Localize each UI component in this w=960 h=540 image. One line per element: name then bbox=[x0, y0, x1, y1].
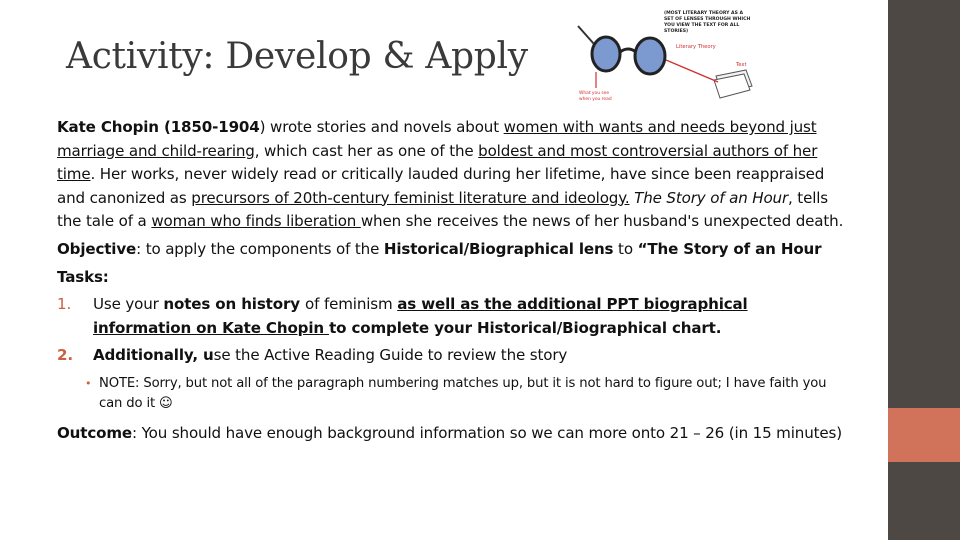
task-item bbox=[57, 293, 847, 340]
task-text: of feminism bbox=[305, 295, 398, 314]
tasks-label: Tasks: bbox=[57, 267, 109, 286]
figure-caption-line: STORIES) bbox=[664, 29, 689, 34]
figure-label-text: Text bbox=[736, 62, 747, 68]
task-text: notes on history bbox=[163, 295, 306, 314]
outcome-label: Outcome bbox=[57, 423, 133, 442]
outcome-paragraph bbox=[57, 422, 847, 446]
figure-caption-line: YOU VIEW THE TEXT FOR ALL bbox=[664, 23, 740, 28]
task-number: 1. bbox=[57, 295, 72, 314]
slide-title: Activity: Develop & Apply bbox=[66, 36, 528, 77]
figure-caption-line: SET OF LENSES THROUGH WHICH bbox=[664, 17, 751, 22]
task-item bbox=[57, 344, 847, 368]
objective-lens: Historical/Biographical lens bbox=[383, 239, 614, 258]
objective-text: : to apply the components of the bbox=[136, 239, 384, 258]
note-text: NOTE: Sorry, but not all of the paragraph numbering matches up, but it is not hard to figure out; I have faith you can do it bbox=[99, 375, 827, 411]
objective-paragraph bbox=[57, 238, 847, 262]
figure-label-eye2: when you read bbox=[579, 97, 612, 102]
intro-text: boldest and most controversial authors of her time bbox=[57, 141, 818, 184]
task-text: to complete your Historical/Biographical chart. bbox=[329, 318, 722, 337]
intro-text: women with wants and needs beyond just marriage and child-rearing bbox=[57, 118, 817, 160]
objective-story: “The Story of an Hour bbox=[637, 239, 822, 258]
intro-text: , tells the tale of a bbox=[57, 188, 829, 231]
figure-label-lens: Literary Theory bbox=[676, 44, 716, 50]
task-text: Additionally, u bbox=[93, 346, 214, 365]
intro-text: . Her works, never widely read or critically lauded during her lifetime, have since been reappraised and canonized as bbox=[57, 165, 825, 207]
intro-text: , which cast her as one of the bbox=[254, 141, 479, 160]
objective-label: Objective bbox=[57, 239, 137, 258]
outcome-text: : You should have enough background information so we can more onto 21 – 26 (in 15 minutes) bbox=[132, 423, 842, 442]
slide-body bbox=[57, 116, 847, 446]
sidebar-accent-block bbox=[888, 408, 960, 462]
task-number: 2. bbox=[57, 346, 73, 365]
intro-text: ) wrote stories and novels about bbox=[259, 118, 504, 136]
task-text: as well as the additional PPT biographical information on Kate Chopin bbox=[93, 295, 748, 337]
intro-text: precursors of 20th-century feminist literature and ideology. bbox=[191, 188, 630, 207]
intro-text: Kate Chopin (1850-1904 bbox=[57, 118, 260, 136]
note-bullet: • bbox=[85, 376, 92, 390]
intro-text: woman who finds liberation bbox=[151, 212, 361, 231]
literary-lens-figure bbox=[576, 4, 756, 106]
intro-text: when she receives the news of her husband's unexpected death. bbox=[360, 212, 844, 231]
intro-paragraph bbox=[57, 116, 847, 234]
smiley-icon: ☺ bbox=[159, 395, 173, 411]
task-text: se the Active Reading Guide to review the story bbox=[213, 346, 568, 365]
story-title: The Story of an Hour bbox=[634, 188, 789, 207]
task-text: Use your bbox=[93, 295, 164, 314]
figure-caption-line: (MOST LITERARY THEORY AS A bbox=[664, 11, 744, 16]
note-item bbox=[85, 374, 847, 414]
objective-text: to bbox=[613, 239, 638, 258]
figure-label-eye: What you see bbox=[579, 91, 610, 96]
